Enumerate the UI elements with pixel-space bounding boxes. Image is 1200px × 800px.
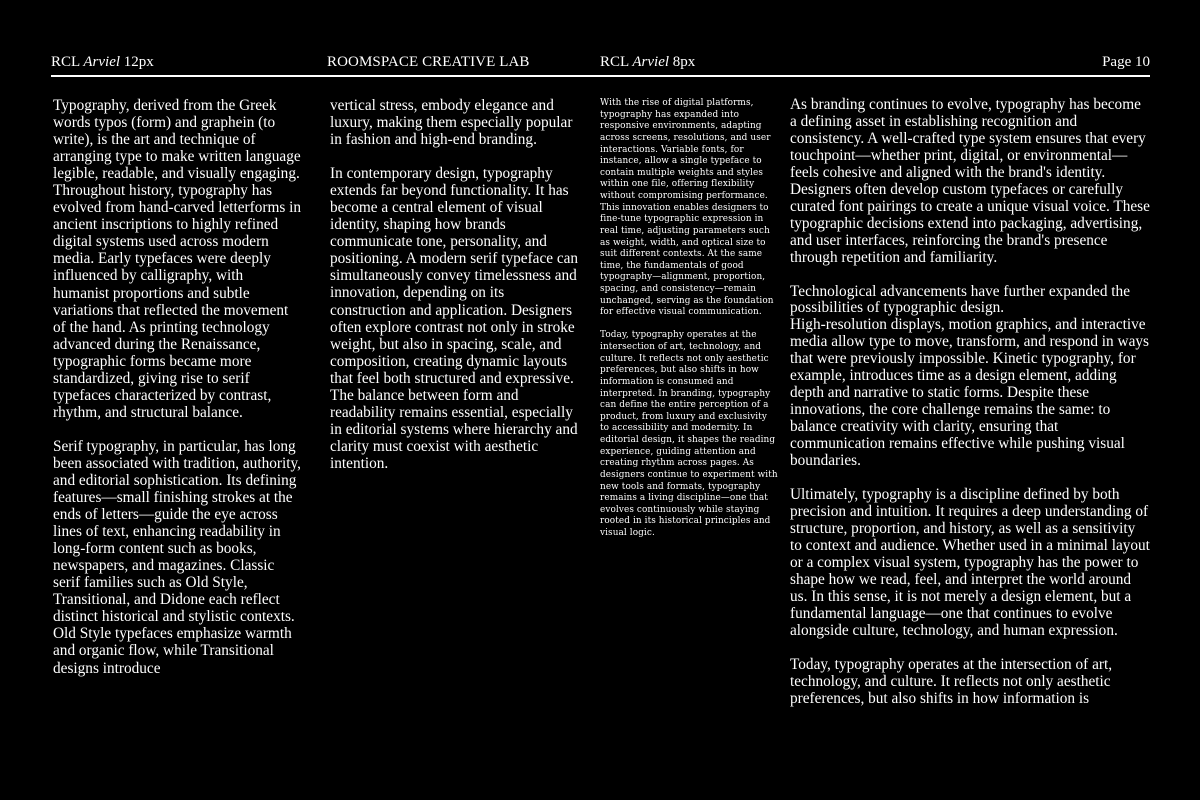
paragraph: Serif typography, in particular, has long been associated with tradition, authority, and editorial sophistication. Its defining features—small finishing strokes at the ends of letters—guide the eye across lines of text, enhancing readability in long-form content such as books, newspapers, and magazines. Classic serif families such as Old Style, Transitional, and Didone each reflect distinct historical and stylistic contexts. Old Style typefaces emphasize warmth and organic flow, while Transitional designs introduce [53,437,301,677]
header-font-name: Arviel [83,54,121,70]
paragraph: vertical stress, embody elegance and luxury, making them especially popular in fashion and high-end branding. [330,97,573,149]
text-column-3-small [600,98,778,540]
header-font-name-small: Arviel [632,54,670,70]
paragraph: In contemporary design, typography extends far beyond functionality. It has become a central element of visual identity, shaping how brands communicate tone, personality, and positioning. A modern serif typeface can simultaneously convey timelessness and innovation, depending on its construction and application. Designers often explore contrast not only in stroke weight, but also in spacing, scale, and composition, creating dynamic layouts that feel both structured and expressive. The balance between form and readability remains essential, especially in editorial systems where hierarchy and clarity must coexist with aesthetic intention. [330,165,579,472]
text-column-4 [790,97,1150,707]
page-number: Page 10 [1102,54,1150,70]
page-header [51,51,1150,77]
paragraph: With the rise of digital platforms, typography has expanded into responsive environments, adapting across screens, resolutions, and user interactions. Variable fonts, for instance, allow a single typeface to contain multiple weights and styles within one file, offering flexibility without compromising performance. This innovation enables designers to fine-tune typographic expression in real time, adjusting parameters such as weight, width, and optical size to suit different contexts. At the same time, the fundamentals of good typography—alignment, proportion, spacing, and consistency—remain unchanged, serving as the foundation for effective visual communication. [600,98,774,318]
header-studio-name: ROOMSPACE CREATIVE LAB [327,54,530,70]
text-column-1 [53,97,303,677]
paragraph: Typography, derived from the Greek words typos (form) and graphein (to write), is the art and technique of arranging type to make written language legible, readable, and visually engaging. Throughout history, typography has evolved from hand-carved letterforms in ancient inscriptions to highly refined digital systems used across modern media. Early typefaces were deeply influenced by calligraphy, with humanist proportions and subtle variations that reflected the movement of the hand. As printing technology advanced during the Renaissance, typographic forms became more standardized, giving rise to serif typefaces characterized by contrast, rhythm, and structural balance. [53,97,302,421]
header-font-sample-12px: RCL Arviel 12px [51,54,154,70]
paragraph: High-resolution displays, motion graphics, and interactive media allow type to move, transform, and respond in ways that were previously impossible. Kinetic typography, for example, introduces time as a design element, adding depth and narrative to static forms. Despite these innovations, the core challenge remains the same: to balance creativity with clarity, ensuring that communication remains effective while pushing visual boundaries. [790,316,1149,470]
text-column-2 [330,97,580,472]
paragraph: Today, typography operates at the intersection of art, technology, and culture. It reflects not only aesthetic preferences, but also shifts in how information is consumed and interpreted. In branding, typography can define the entire perception of a product, from luxury and exclusivity to accessibility and modernity. In editorial design, it shapes the reading experience, guiding attention and creating rhythm across pages. As designers continue to experiment with new tools and formats, typography remains a living discipline—one that evolves continuously while staying rooted in its historical principles and visual logic. [600,330,778,539]
paragraph: Ultimately, typography is a discipline defined by both precision and intuition. It requires a deep understanding of structure, proportion, and history, as well as a sensitivity to context and audience. Whether used in a minimal layout or a complex visual system, typography has the power to shape how we read, feel, and interpret the world around us. In this sense, it is not merely a design element, but a fundamental language—one that continues to evolve alongside culture, technology, and human expression. [790,486,1150,639]
paragraph: Technological advancements have further expanded the possibilities of typographic design. [790,282,1130,317]
paragraph: Today, typography operates at the intersection of art, technology, and culture. It reflects not only aesthetic preferences, but also shifts in how information is [790,655,1113,707]
paragraph: As branding continues to evolve, typography has become a defining asset in establishing recognition and consistency. A well-crafted type system ensures that every touchpoint—whether print, digital, or environmental—feels cohesive and aligned with the brand's identity. Designers often develop custom typefaces or carefully curated font pairings to create a unique visual voice. These typographic decisions extend into packaging, advertising, and user interfaces, reinforcing the brand's presence through repetition and familiarity. [790,96,1150,266]
header-font-sample-8px: RCL Arviel 8px [600,54,696,70]
